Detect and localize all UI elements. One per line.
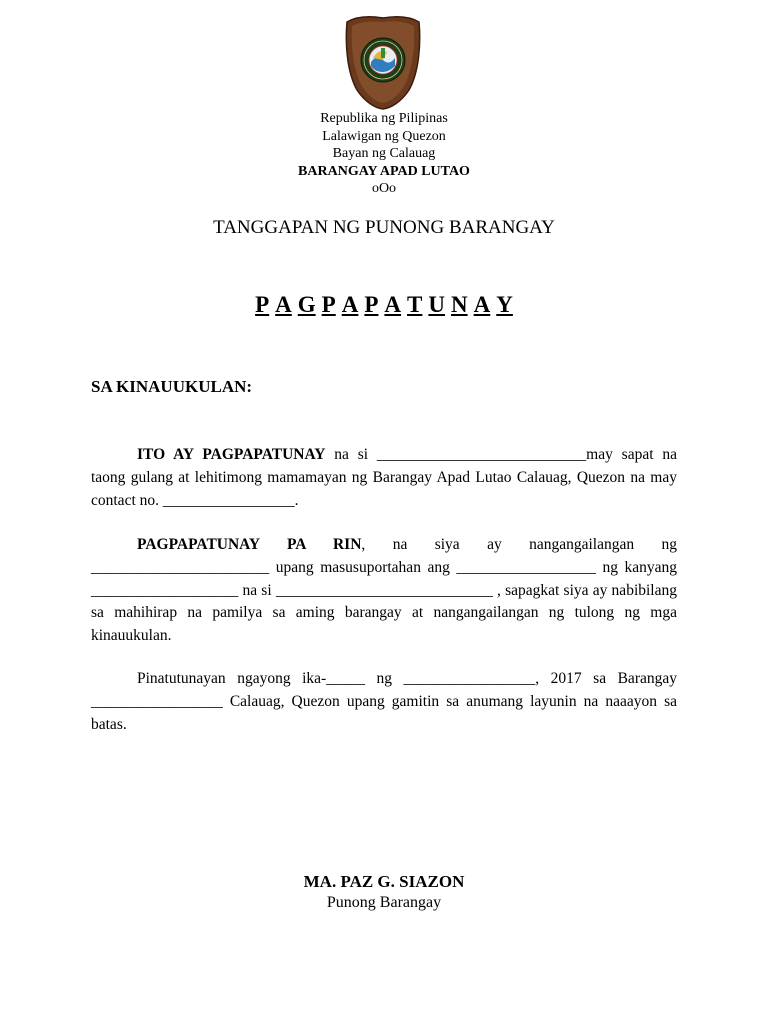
title-letter: U [428, 292, 446, 317]
title-letter: A [275, 292, 292, 317]
paragraph-text: Pinatutunayan ngayong ika-_____ ng _________________, 2017 sa Barangay _________________ Calauag, Quezon upang gamitin sa anumang layunin na naaayon sa batas. [91, 670, 677, 733]
paragraph-certification [91, 444, 677, 512]
title-letter: T [407, 292, 423, 317]
paragraph-further-certification [91, 534, 677, 648]
document-title [0, 292, 768, 318]
signatory-name: MA. PAZ G. SIAZON [303, 872, 465, 891]
barangay-seal-logo [343, 14, 423, 110]
document-header [0, 110, 768, 198]
paragraph-text: , na siya ay nangangailangan ng _______________________ upang masusuportahan ang __________________ ng kanyang ___________________ na si ____________________________ , sapagkat siya ay nabibilang sa mahihirap na pamilya sa aming barangay at nangangailangan ng tulong ng mga kinauukulan. [91, 536, 677, 645]
header-line-province: Lalawigan ng Quezon [322, 128, 446, 144]
paragraph-lead: PAGPAPATUNAY PA RIN [137, 536, 362, 553]
signature-block [0, 871, 768, 913]
title-letter: N [451, 292, 468, 317]
title-letter: A [473, 292, 491, 317]
header-line-republic: Republika ng Pilipinas [320, 111, 448, 126]
salutation: SA KINAUUKULAN: [91, 377, 253, 396]
paragraph-text: na si ___________________________may sapat na taong gulang at lehitimong mamamayan ng Barangay Apad Lutao Calauag, Quezon na may contact no. _________________. [91, 446, 677, 509]
title-letter: Y [496, 292, 513, 317]
header-line-municipality: Bayan ng Calauag [332, 146, 436, 161]
title-letter: G [297, 292, 316, 317]
signatory-position: Punong Barangay [326, 894, 442, 911]
title-letter: A [341, 292, 359, 317]
header-barangay-name: BARANGAY APAD LUTAO [298, 163, 470, 179]
paragraph-attestation [91, 668, 677, 736]
title-letter: P [364, 292, 379, 317]
office-heading: TANGGAPAN NG PUNONG BARANGAY [213, 217, 555, 238]
title-letter: P [321, 292, 336, 317]
title-letter: A [384, 292, 402, 317]
paragraph-lead: ITO AY PAGPAPATUNAY [137, 446, 326, 463]
header-ornament: oOo [371, 181, 397, 196]
title-letter: P [255, 292, 270, 317]
